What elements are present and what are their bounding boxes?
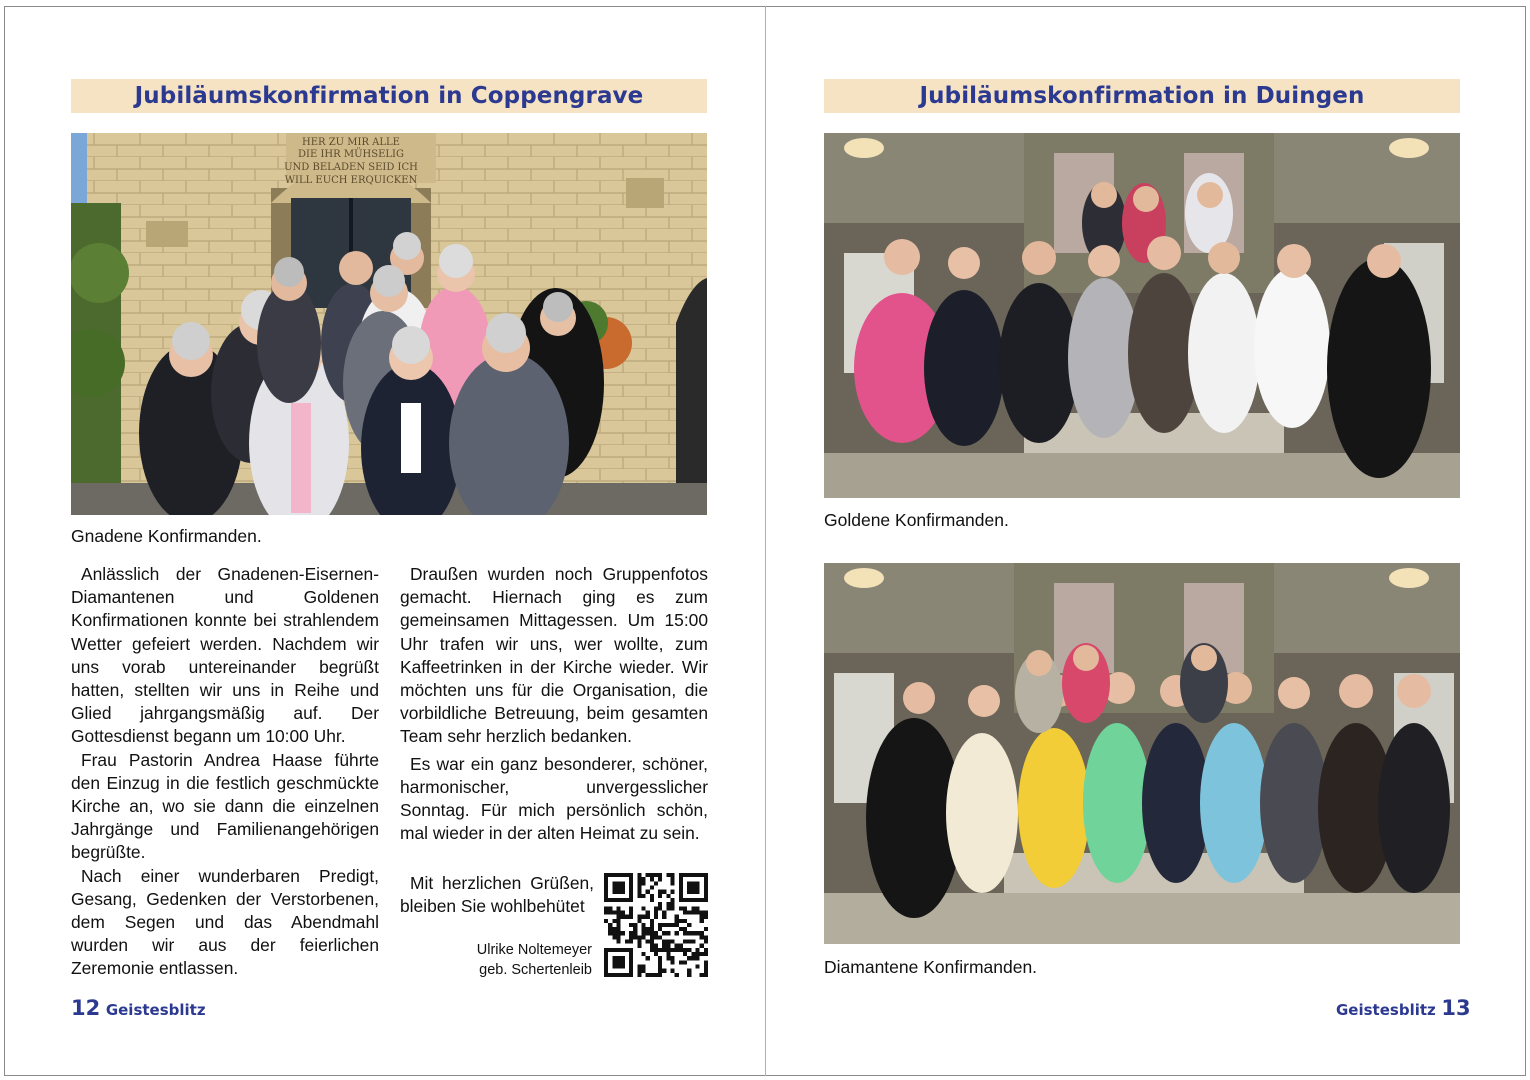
photo-caption-left: Gnadene Konfirmanden. [71, 526, 262, 546]
magazine-name-right: Geistesblitz [1336, 1001, 1436, 1019]
paragraph: Anlässlich der Gnadenen-Eisernen-Diamantenen und Goldenen Konfirmationen konnte bei strahlendem Wetter gefeiert werden. Nachdem wir uns vorab untereinander begrüßt hatten, stellten wir uns in Reihe und Glied jahrgangsmäßig auf. Der Gottesdienst begann um 10:00 Uhr. [71, 564, 379, 747]
signature [400, 940, 592, 980]
folio-left [71, 996, 206, 1020]
heading-banner-right [824, 79, 1460, 113]
paragraph: Nach einer wunderbaren Predigt, Gesang, Gedenken der Verstorbenen, dem Segen und das Abendmahl wurden wir aus der feierlichen Zeremonie entlassen. [71, 865, 379, 979]
paragraph: Es war ein ganz besonderer, schöner, harmonischer, unvergesslicher Sonntag. Für mich persönlich schön, mal wieder in der alten Heimat zu sein. [400, 753, 708, 844]
page-gutter [765, 6, 766, 1076]
page-heading-right: Jubiläumskonfirmation in Duingen [919, 83, 1365, 109]
inscription-line-4: WILL EUCH ERQUICKEN [284, 175, 418, 186]
signature-name: Ulrike Noltemeyer [476, 942, 592, 958]
photo-coppengrave [71, 133, 707, 515]
article-column-2 [400, 563, 708, 845]
paragraph: Frau Pastorin Andrea Haase führte den Einzug in die festlich geschmückte Kirche an, wo sie dann die einzelnen Jahrgänge und Familienangehörigen begrüßte. [71, 749, 379, 863]
paragraph: Draußen wurden noch Gruppenfotos gemacht. Hiernach ging es zum gemeinsamen Mittagessen. Um 15:00 Uhr trafen wir uns, wer wollte, zum Kaffeetrinken in der Kirche wieder. Wir möchten uns für die Organisation, die vorbildliche Betreuung, beim gesamten Team sehr herzlich bedanken. [400, 564, 708, 747]
qr-code-icon[interactable] [604, 873, 708, 977]
signature-maiden-name: geb. Schertenleib [479, 962, 592, 978]
page-number-left: 12 [71, 996, 101, 1020]
photo-goldene [824, 133, 1460, 498]
inscription-line-3: UND BELADEN SEID ICH [284, 162, 418, 173]
magazine-name-left: Geistesblitz [105, 1001, 206, 1019]
folio-right [1336, 996, 1471, 1020]
inscription-line-1: HER ZU MIR ALLE [302, 137, 400, 148]
photo-diamantene [824, 563, 1460, 944]
page-number-right: 13 [1441, 996, 1471, 1020]
photo-caption-goldene: Goldene Konfirmanden. [824, 510, 1009, 530]
greeting: Mit herzlichen Grüßen, bleiben Sie wohlbehütet [400, 873, 594, 917]
page-heading-left: Jubiläumskonfirmation in Coppengrave [134, 83, 644, 109]
photo-caption-diamantene: Diamantene Konfirmanden. [824, 957, 1038, 977]
article-column-1 [71, 563, 379, 981]
inscription-line-2: DIE IHR MÜHSELIG [298, 149, 404, 160]
heading-banner-left [71, 79, 707, 113]
